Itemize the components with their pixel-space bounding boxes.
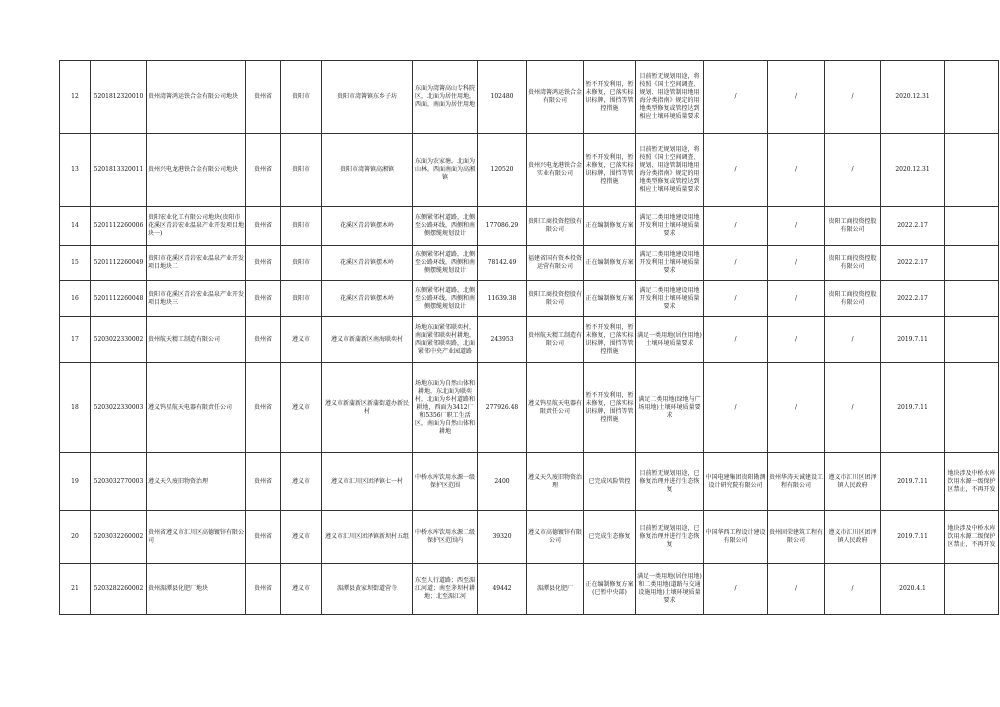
remediation-status-cell: 暂不开发利用，暂未修复，已落实标识标牌，围挡等管控措施 bbox=[584, 134, 636, 207]
date-cell: 2019.7.11 bbox=[881, 453, 945, 511]
remediation-status-cell: 正在编制修复方案 bbox=[584, 281, 636, 317]
boundary-description-cell: 东面为湾箐高山专科院区，北面为居住用地，西面，南面为居住用地 bbox=[413, 61, 478, 134]
province-cell: 贵州省 bbox=[246, 246, 281, 281]
site-area-cell: 243953 bbox=[478, 317, 527, 363]
risk-control-target-cell: 满足二类用地(绿地与广场用地)土壤环境质量要求 bbox=[636, 363, 704, 453]
responsible-party-cell: 福建省国有资本投资运营有限公司 bbox=[527, 246, 584, 281]
investigation-unit-cell: / bbox=[704, 564, 768, 615]
supervising-unit-cell: 贵阳工商投资控股有限公司 bbox=[825, 207, 881, 246]
city-cell: 遵义市 bbox=[281, 511, 322, 564]
date-cell: 2019.7.11 bbox=[881, 317, 945, 363]
site-name-cell: 贵阳宏业化工有限公司地块(贵阳市花溪区青岩宏业温泉产业开发项目地块一) bbox=[147, 207, 246, 246]
site-location-cell: 贵阳市湾箐镇东乡子坊 bbox=[322, 61, 413, 134]
site-name-cell: 贵州湄潭县化肥厂地块 bbox=[147, 564, 246, 615]
city-cell: 贵阳市 bbox=[281, 134, 322, 207]
risk-control-target-cell: 满足二类用地建设用地开发利用土壤环境质量要求 bbox=[636, 281, 704, 317]
remediation-status-cell: 正在编制修复方案 bbox=[584, 246, 636, 281]
city-cell: 贵阳市 bbox=[281, 207, 322, 246]
boundary-description-cell: 东侧紧邻村道路，北侧至公路环线，西侧和南侧摆缆规划设计 bbox=[413, 281, 478, 317]
date-cell: 2022.2.17 bbox=[881, 246, 945, 281]
boundary-description-cell: 中桥水库饮用水源二级保护区范围内 bbox=[413, 511, 478, 564]
supervising-unit-cell: / bbox=[825, 317, 881, 363]
construction-unit-cell: / bbox=[768, 246, 825, 281]
site-location-cell: 花溪区青岩镇摆木岭 bbox=[322, 281, 413, 317]
supervising-unit-cell: / bbox=[825, 134, 881, 207]
responsible-party-cell: 贵州兴电龙港铁合金实业有限公司 bbox=[527, 134, 584, 207]
boundary-description-cell: 东侧紧邻村道路，北侧至公路环线，西侧和南侧摆缆规划设计 bbox=[413, 207, 478, 246]
boundary-description-cell: 场地东面紧邻联奕村，南面紧邻联奕村耕地，西面紧邻联奕路，北面紧邻中央产业园道路 bbox=[413, 317, 478, 363]
date-cell: 2020.12.31 bbox=[881, 134, 945, 207]
date-cell: 2019.7.11 bbox=[881, 511, 945, 564]
risk-control-target-cell: 满足二类用地建设用地开发利用土壤环境质量要求 bbox=[636, 207, 704, 246]
risk-control-target-cell: 满足一类用地(居住用地)和二类用地(道路与交通设施用地)土壤环境质量要求 bbox=[636, 564, 704, 615]
investigation-unit-cell: 中国华西工程设计建设有限公司 bbox=[704, 511, 768, 564]
risk-control-target-cell: 目前暂无规划用途，已修复治理并进行生态恢复 bbox=[636, 511, 704, 564]
boundary-description-cell: 场地东面为自然山体和耕地，东北面为联奕村，北面为乡村道路和耕地，西面为3412厂和5356厂职工生活区，南面为自然山体和耕地 bbox=[413, 363, 478, 453]
remediation-status-cell: 暂不开发利用，暂未修复，已落实标识标牌，围挡等管控措施 bbox=[584, 363, 636, 453]
boundary-description-cell: 东至人行道路；西至湄江河道；南至茅坝村耕地；北至湄江河 bbox=[413, 564, 478, 615]
remark-cell bbox=[945, 134, 999, 207]
site-name-cell: 贵州湾箐鸿运铁合金有限公司地块 bbox=[147, 61, 246, 134]
site-name-cell: 贵州航天精工制造有限公司 bbox=[147, 317, 246, 363]
table-row bbox=[60, 134, 999, 207]
table-row bbox=[60, 317, 999, 363]
site-code-cell: 5203032770003 bbox=[91, 453, 147, 511]
remark-cell bbox=[945, 564, 999, 615]
site-name-cell: 遵义钨星航天电器有限责任公司 bbox=[147, 363, 246, 453]
investigation-unit-cell: / bbox=[704, 317, 768, 363]
investigation-unit-cell: / bbox=[704, 363, 768, 453]
site-area-cell: 11639.38 bbox=[478, 281, 527, 317]
province-cell: 贵州省 bbox=[246, 511, 281, 564]
investigation-unit-cell: / bbox=[704, 61, 768, 134]
site-code-cell: 5203282260002 bbox=[91, 564, 147, 615]
responsible-party-cell: 遵义市高德镀锌有限公司 bbox=[527, 511, 584, 564]
supervising-unit-cell: / bbox=[825, 363, 881, 453]
city-cell: 遵义市 bbox=[281, 317, 322, 363]
site-area-cell: 277926.48 bbox=[478, 363, 527, 453]
boundary-description-cell: 东面为农家塘，北面为山林，西面南面为高湘镇 bbox=[413, 134, 478, 207]
province-cell: 贵州省 bbox=[246, 564, 281, 615]
site-location-cell: 遵义市新蒲新区新蒲街道办新民村 bbox=[322, 363, 413, 453]
site-area-cell: 49442 bbox=[478, 564, 527, 615]
remark-cell bbox=[945, 61, 999, 134]
construction-unit-cell: / bbox=[768, 363, 825, 453]
site-code-cell: 5203022330003 bbox=[91, 363, 147, 453]
table-row bbox=[60, 207, 999, 246]
date-cell: 2020.12.31 bbox=[881, 61, 945, 134]
construction-unit-cell: / bbox=[768, 281, 825, 317]
province-cell: 贵州省 bbox=[246, 281, 281, 317]
site-location-cell: 遵义市汇川区团泽镇七一村 bbox=[322, 453, 413, 511]
risk-control-target-cell: 目前暂无规划用途，将按照《国土空间调查、规划、用途管制用地用海分类指南》规定的用地类型修复或管控达到相应土壤环境质量要求 bbox=[636, 61, 704, 134]
construction-unit-cell: / bbox=[768, 134, 825, 207]
risk-control-target-cell: 目前暂无规划用途，将按照《国土空间调查、规划、用途管制用地用海分类指南》规定的用地类型修复或管控达到相应土壤环境质量要求 bbox=[636, 134, 704, 207]
row-number-cell: 14 bbox=[60, 207, 91, 246]
remark-cell: 地块涉及中桥水库饮用水源二级保护区禁止，不再开发 bbox=[945, 511, 999, 564]
site-name-cell: 贵州兴电龙港铁合金有限公司地块 bbox=[147, 134, 246, 207]
date-cell: 2022.2.17 bbox=[881, 281, 945, 317]
table-row bbox=[60, 511, 999, 564]
province-cell: 贵州省 bbox=[246, 61, 281, 134]
investigation-unit-cell: 中国电建集团贵阳勘测设计研究院有限公司 bbox=[704, 453, 768, 511]
site-name-cell: 贵阳市花溪区青岩宏业温泉产业开发项目地块二 bbox=[147, 246, 246, 281]
date-cell: 2022.2.17 bbox=[881, 207, 945, 246]
site-code-cell: 5203032260002 bbox=[91, 511, 147, 564]
risk-control-target-cell: 满足二类用地建设用地开发利用土壤环境质量要求 bbox=[636, 246, 704, 281]
boundary-description-cell: 中桥水库饮用水源一级保护区范围 bbox=[413, 453, 478, 511]
site-area-cell: 2400 bbox=[478, 453, 527, 511]
remark-cell bbox=[945, 281, 999, 317]
remediation-status-cell: 正在编制修复方案(已暂中央部) bbox=[584, 564, 636, 615]
construction-unit-cell: / bbox=[768, 564, 825, 615]
date-cell: 2019.7.11 bbox=[881, 363, 945, 453]
row-number-cell: 12 bbox=[60, 61, 91, 134]
city-cell: 遵义市 bbox=[281, 453, 322, 511]
site-code-cell: 5201812320010 bbox=[91, 61, 147, 134]
site-area-cell: 120520 bbox=[478, 134, 527, 207]
investigation-unit-cell: / bbox=[704, 281, 768, 317]
investigation-unit-cell: / bbox=[704, 134, 768, 207]
responsible-party-cell: 贵州湾箐鸿运铁合金有限公司 bbox=[527, 61, 584, 134]
date-cell: 2020.4.1 bbox=[881, 564, 945, 615]
site-location-cell: 湄潭县黄家坝街道营寺 bbox=[322, 564, 413, 615]
city-cell: 遵义市 bbox=[281, 564, 322, 615]
responsible-party-cell: 贵阳工商投资控股有限公司 bbox=[527, 281, 584, 317]
site-location-cell: 花溪区青岩镇摆木岭 bbox=[322, 207, 413, 246]
table-row bbox=[60, 281, 999, 317]
boundary-description-cell: 东侧紧邻村道路，北侧至公路环线，西侧和南侧摆缆规划设计 bbox=[413, 246, 478, 281]
site-area-cell: 102480 bbox=[478, 61, 527, 134]
province-cell: 贵州省 bbox=[246, 134, 281, 207]
supervising-unit-cell: 贵阳工商投资控股有限公司 bbox=[825, 246, 881, 281]
construction-unit-cell: 贵州固荣建筑工程有限公司 bbox=[768, 511, 825, 564]
site-code-cell: 5201813320011 bbox=[91, 134, 147, 207]
construction-unit-cell: / bbox=[768, 61, 825, 134]
construction-unit-cell: / bbox=[768, 317, 825, 363]
site-location-cell: 遵义市新蒲新区南海联奕村 bbox=[322, 317, 413, 363]
responsible-party-cell: 湄潭县化肥厂 bbox=[527, 564, 584, 615]
row-number-cell: 15 bbox=[60, 246, 91, 281]
table-row bbox=[60, 363, 999, 453]
table-row bbox=[60, 61, 999, 134]
site-location-cell: 贵阳市湾箐镇高湘镇 bbox=[322, 134, 413, 207]
site-area-cell: 177086.29 bbox=[478, 207, 527, 246]
remediation-status-cell: 暂不开发利用，暂未修复，已落实标识标牌，围挡等管控措施 bbox=[584, 317, 636, 363]
construction-unit-cell: / bbox=[768, 207, 825, 246]
investigation-unit-cell: / bbox=[704, 246, 768, 281]
supervising-unit-cell: 遵义市汇川区团泽镇人民政府 bbox=[825, 511, 881, 564]
site-name-cell: 贵阳市花溪区青岩宏业温泉产业开发项目地块三 bbox=[147, 281, 246, 317]
table-row bbox=[60, 453, 999, 511]
province-cell: 贵州省 bbox=[246, 317, 281, 363]
contaminated-site-table bbox=[59, 60, 999, 615]
risk-control-target-cell: 目前暂无规划用途，已修复治理并进行生态恢复 bbox=[636, 453, 704, 511]
table-row bbox=[60, 246, 999, 281]
site-name-cell: 贵州省遵义市汇川区高德镀锌有限公司 bbox=[147, 511, 246, 564]
city-cell: 贵阳市 bbox=[281, 281, 322, 317]
remark-cell: 地块涉及中桥水库饮用水源一级保护区禁止，不再开发 bbox=[945, 453, 999, 511]
site-code-cell: 5203022330002 bbox=[91, 317, 147, 363]
supervising-unit-cell: / bbox=[825, 61, 881, 134]
responsible-party-cell: 遵义钨星航天电器有限责任公司 bbox=[527, 363, 584, 453]
supervising-unit-cell: 贵阳工商投资控股有限公司 bbox=[825, 281, 881, 317]
site-location-cell: 花溪区青岩镇摆木岭 bbox=[322, 246, 413, 281]
row-number-cell: 16 bbox=[60, 281, 91, 317]
remediation-status-cell: 暂不开发利用，暂未修复，已落实标识标牌，围挡等管控措施 bbox=[584, 61, 636, 134]
remark-cell bbox=[945, 317, 999, 363]
province-cell: 贵州省 bbox=[246, 207, 281, 246]
site-area-cell: 39320 bbox=[478, 511, 527, 564]
row-number-cell: 21 bbox=[60, 564, 91, 615]
construction-unit-cell: 贵州华涛天诚建设工程有限公司 bbox=[768, 453, 825, 511]
city-cell: 遵义市 bbox=[281, 363, 322, 453]
remediation-status-cell: 已完成生态修复 bbox=[584, 511, 636, 564]
site-code-cell: 5201112260049 bbox=[91, 246, 147, 281]
supervising-unit-cell: 遵义市汇川区团泽镇人民政府 bbox=[825, 453, 881, 511]
site-name-cell: 遵义天久废旧物资治理 bbox=[147, 453, 246, 511]
risk-control-target-cell: 满足一类用地(居住用地)土壤环境质量要求 bbox=[636, 317, 704, 363]
remark-cell bbox=[945, 363, 999, 453]
site-location-cell: 遵义市汇川区团泽镇新坝村五组 bbox=[322, 511, 413, 564]
responsible-party-cell: 贵州航天精工制造有限公司 bbox=[527, 317, 584, 363]
responsible-party-cell: 遵义天久废旧物资治理 bbox=[527, 453, 584, 511]
supervising-unit-cell: / bbox=[825, 564, 881, 615]
investigation-unit-cell: / bbox=[704, 207, 768, 246]
province-cell: 贵州省 bbox=[246, 453, 281, 511]
row-number-cell: 19 bbox=[60, 453, 91, 511]
remediation-status-cell: 已完成风险管控 bbox=[584, 453, 636, 511]
row-number-cell: 17 bbox=[60, 317, 91, 363]
remark-cell bbox=[945, 246, 999, 281]
city-cell: 贵阳市 bbox=[281, 246, 322, 281]
site-code-cell: 5201112260048 bbox=[91, 281, 147, 317]
remediation-status-cell: 正在编制修复方案 bbox=[584, 207, 636, 246]
province-cell: 贵州省 bbox=[246, 363, 281, 453]
row-number-cell: 13 bbox=[60, 134, 91, 207]
row-number-cell: 18 bbox=[60, 363, 91, 453]
remark-cell bbox=[945, 207, 999, 246]
row-number-cell: 20 bbox=[60, 511, 91, 564]
table-row bbox=[60, 564, 999, 615]
site-code-cell: 5201112260006 bbox=[91, 207, 147, 246]
responsible-party-cell: 贵阳工商投资控股有限公司 bbox=[527, 207, 584, 246]
city-cell: 贵阳市 bbox=[281, 61, 322, 134]
site-area-cell: 78142.49 bbox=[478, 246, 527, 281]
